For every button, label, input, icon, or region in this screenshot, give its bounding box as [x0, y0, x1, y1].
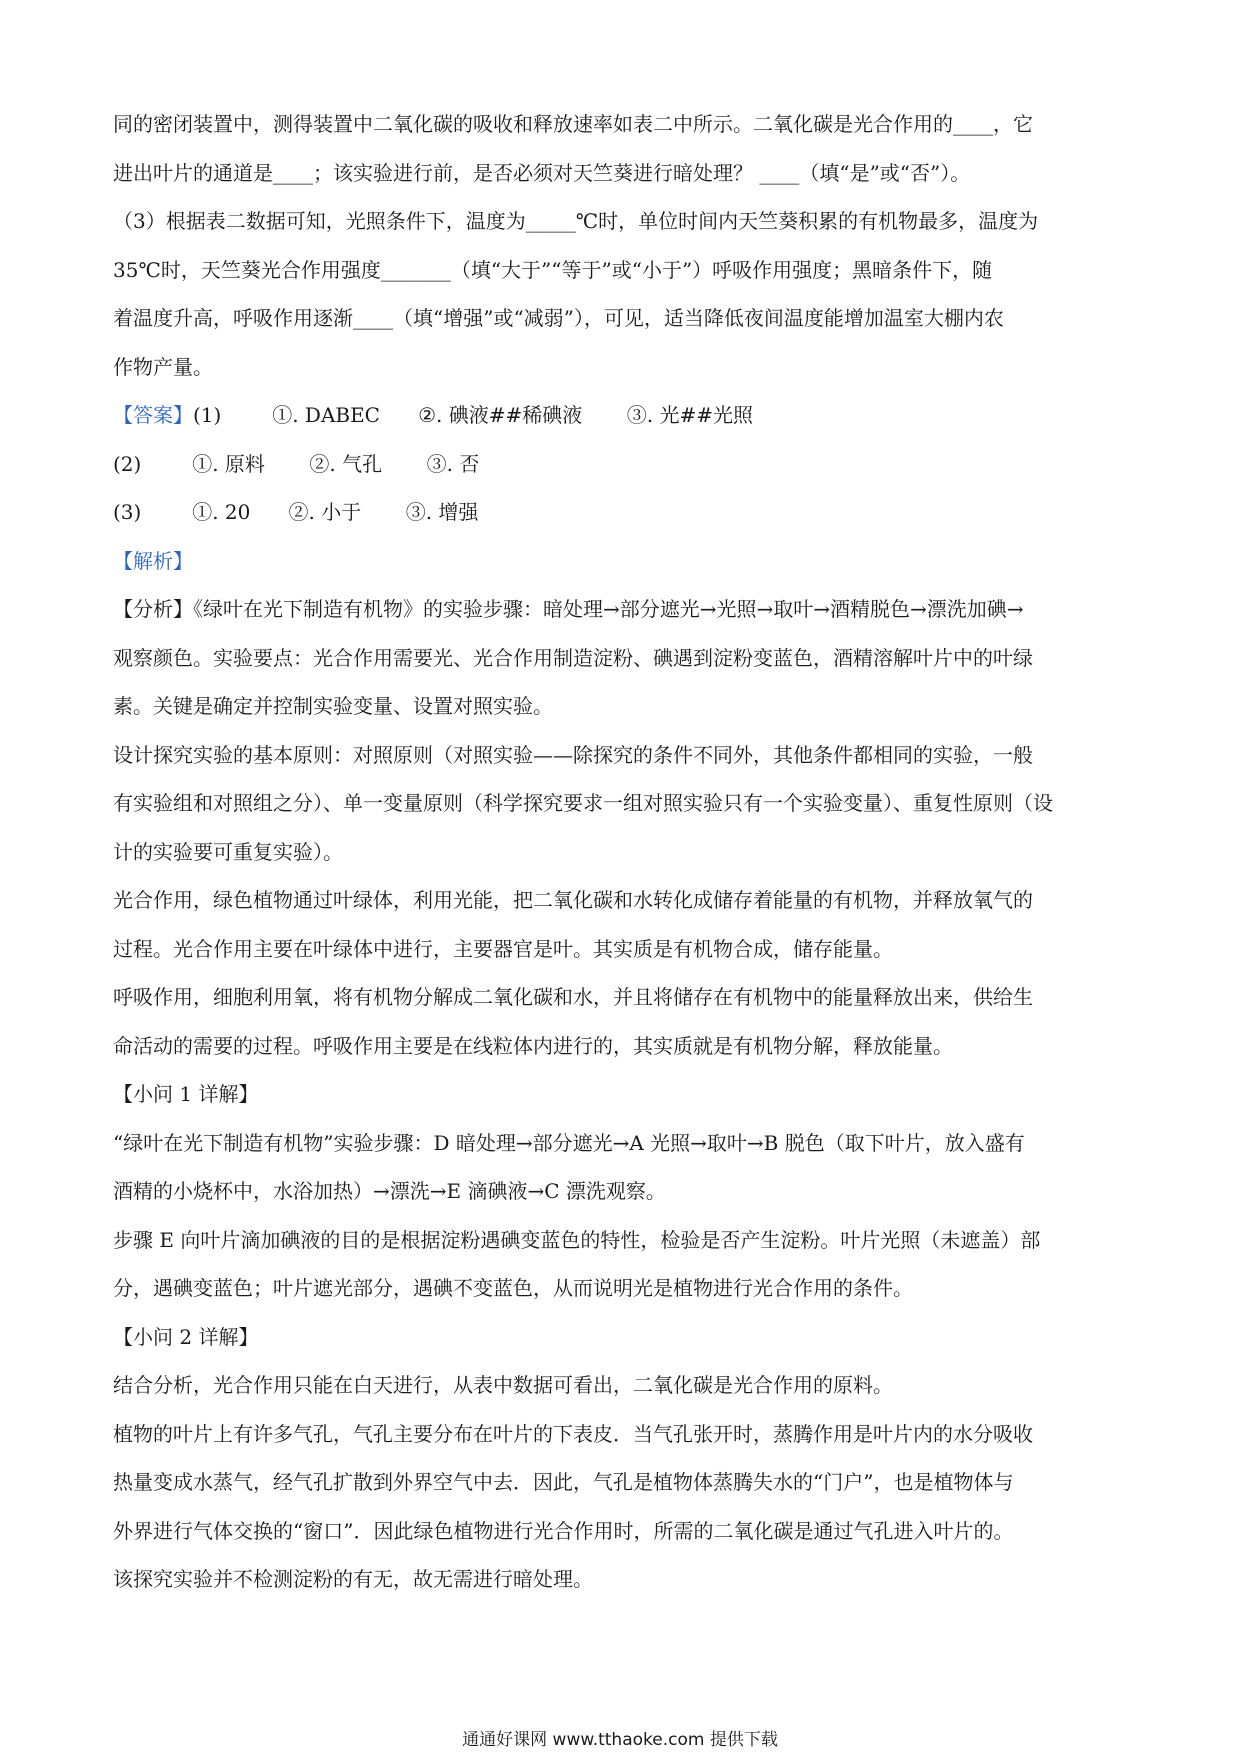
analysis-line: 分，遇碘变蓝色；叶片遮光部分，遇碘不变蓝色，从而说明光是植物进行光合作用的条件。	[113, 1276, 913, 1300]
analysis-line: 呼吸作用，细胞利用氧，将有机物分解成二氧化碳和水，并且将储存在有机物中的能量释放出来，供给生	[113, 985, 1033, 1009]
subquestion-2-heading: 【小问 2 详解】	[113, 1324, 259, 1349]
analysis-line: 命活动的需要的过程。呼吸作用主要是在线粒体内进行的，其实质就是有机物分解，释放能量。	[113, 1033, 953, 1058]
intro-line: 进出叶片的通道是____；该实验进行前，是否必须对天竺葵进行暗处理？ ____（填“是”或“否”）。	[113, 160, 971, 185]
intro-line: 作物产量。	[113, 354, 213, 379]
answer-row-2: (2) ①. 原料 ②. 气孔 ③. 否	[113, 451, 480, 476]
analysis-line: 【分析】《绿叶在光下制造有机物》的实验步骤：暗处理→部分遮光→光照→取叶→酒精脱色→漂洗加碘→	[113, 597, 1024, 621]
analysis-line: 外界进行气体交换的“窗口”．因此绿色植物进行光合作用时，所需的二氧化碳是通过气孔进入叶片的。	[113, 1518, 1014, 1543]
intro-line: 35℃时，天竺葵光合作用强度_______（填“大于”“等于”或“小于”）呼吸作用强度；黑暗条件下，随	[113, 257, 993, 282]
analysis-line: 光合作用，绿色植物通过叶绿体，利用光能，把二氧化碳和水转化成储存着能量的有机物，并释放氧气的	[113, 888, 1033, 912]
analysis-line: 有实验组和对照组之分）、单一变量原则（科学探究要求一组对照实验只有一个实验变量）、重复性原则（设	[113, 791, 1053, 815]
intro-line: 着温度升高，呼吸作用逐渐____（填“增强”或“减弱”），可见，适当降低夜间温度能增加温室大棚内农	[113, 306, 1004, 330]
analysis-line: 酒精的小烧杯中，水浴加热）→漂洗→E 滴碘液→C 漂洗观察。	[113, 1179, 666, 1203]
intro-line: 同的密闭装置中，测得装置中二氧化碳的吸收和释放速率如表二中所示。二氧化碳是光合作用的____，它	[113, 112, 1033, 136]
analysis-line: 步骤 E 向叶片滴加碘液的目的是根据淀粉遇碘变蓝色的特性，检验是否产生淀粉。叶片光照（未遮盖）部	[113, 1227, 1041, 1252]
intro-line: （3）根据表二数据可知，光照条件下，温度为_____℃时，单位时间内天竺葵积累的有机物最多，温度为	[113, 209, 1039, 233]
analysis-line: 观察颜色。实验要点：光合作用需要光、光合作用制造淀粉、碘遇到淀粉变蓝色，酒精溶解叶片中的叶绿	[113, 645, 1033, 670]
document-page	[113, 100, 1135, 1604]
analysis-line: 结合分析，光合作用只能在白天进行，从表中数据可看出，二氧化碳是光合作用的原料。	[113, 1373, 893, 1397]
analysis-line: “绿叶在光下制造有机物”实验步骤：D 暗处理→部分遮光→A 光照→取叶→B 脱色（取下叶片，放入盛有	[113, 1130, 1025, 1155]
analysis-line: 植物的叶片上有许多气孔，气孔主要分布在叶片的下表皮．当气孔张开时，蒸腾作用是叶片内的水分吸收	[113, 1421, 1033, 1446]
answer-block	[113, 391, 1135, 537]
answer-label: 【答案】	[113, 403, 193, 427]
question-intro	[113, 100, 1135, 391]
answer-row-3: (3) ①. 20 ②. 小于 ③. 增强	[113, 500, 479, 524]
answer-text: (1) ①. DABEC ②. 碘液##稀碘液 ③. 光##光照	[193, 403, 754, 427]
analysis-line: 计的实验要可重复实验）。	[113, 839, 343, 864]
analysis-label: 【解析】	[113, 548, 193, 573]
analysis-line: 过程。光合作用主要在叶绿体中进行，主要器官是叶。其实质是有机物合成，储存能量。	[113, 936, 893, 961]
analysis-line: 设计探究实验的基本原则：对照原则（对照实验——除探究的条件不同外，其他条件都相同的实验，一般	[113, 742, 1033, 767]
analysis-line: 该探究实验并不检测淀粉的有无，故无需进行暗处理。	[113, 1567, 593, 1591]
page-footer: 通通好课网 www.tthaoke.com 提供下载	[462, 1730, 778, 1750]
subquestion-1-heading: 【小问 1 详解】	[113, 1082, 259, 1106]
analysis-line: 热量变成水蒸气，经气孔扩散到外界空气中去．因此，气孔是植物体蒸腾失水的“门户”，也是植物体与	[113, 1470, 1014, 1494]
analysis-block	[113, 537, 1135, 1604]
analysis-line: 素。关键是确定并控制实验变量、设置对照实验。	[113, 694, 553, 718]
answer-row-1	[113, 391, 1135, 440]
